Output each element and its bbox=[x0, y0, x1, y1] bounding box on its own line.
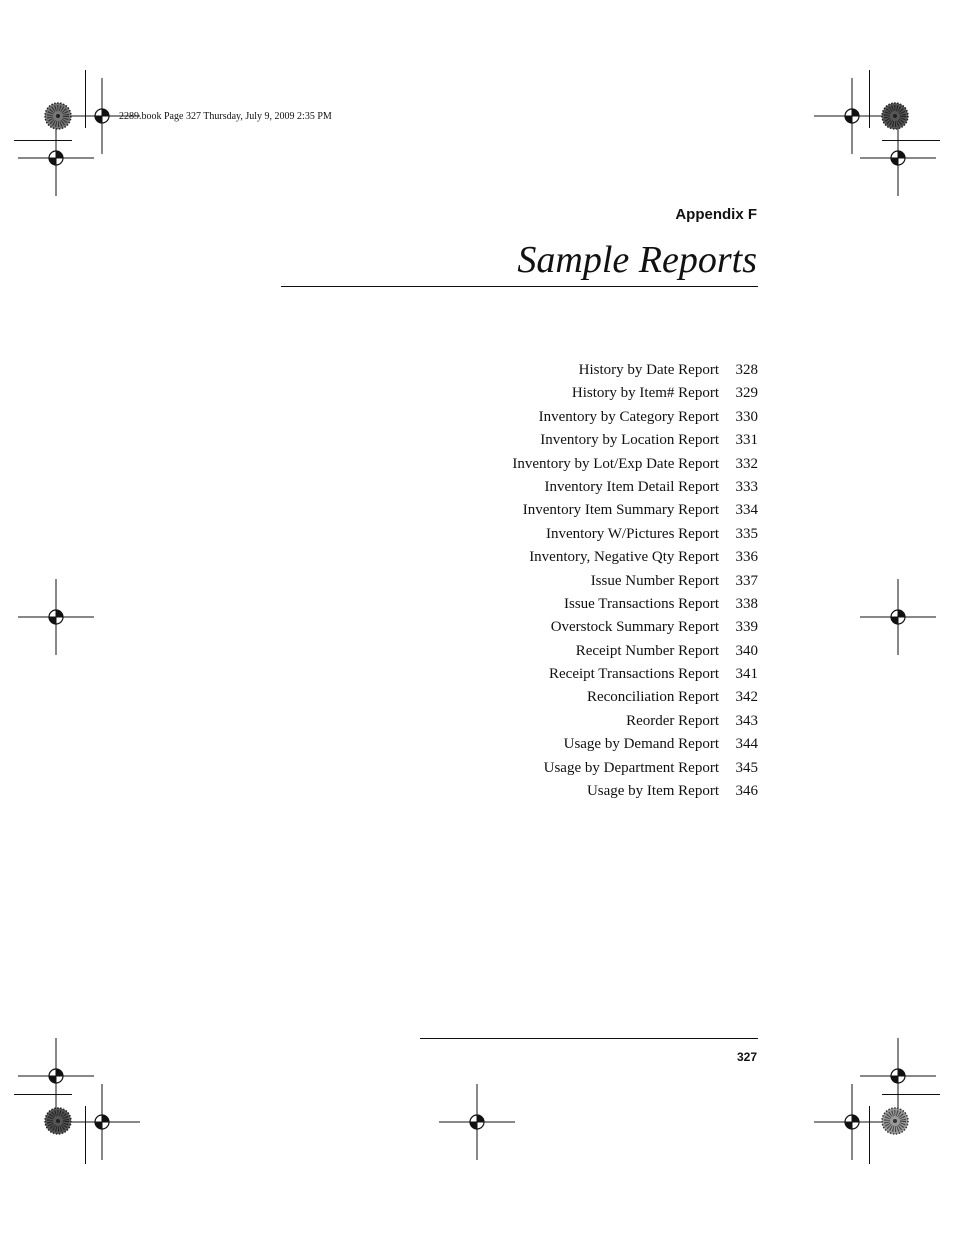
toc-entry-page: 343 bbox=[735, 712, 758, 729]
toc-entry[interactable] bbox=[238, 733, 758, 756]
toc-entry-title: Usage by Department Report bbox=[543, 759, 719, 776]
toc-entry-page: 331 bbox=[735, 432, 758, 449]
toc-entry-title: Overstock Summary Report bbox=[550, 619, 719, 636]
registration-mark-icon bbox=[18, 579, 94, 655]
toc-entry-title: Inventory by Location Report bbox=[540, 432, 719, 449]
registration-mark-icon bbox=[814, 1084, 890, 1160]
toc-entry-page: 339 bbox=[735, 619, 758, 636]
toc-entry-title: Reorder Report bbox=[626, 712, 719, 729]
toc-entry[interactable] bbox=[238, 710, 758, 733]
toc-entry-page: 341 bbox=[735, 666, 758, 683]
toc-entry-page: 346 bbox=[735, 783, 758, 800]
toc-entry-title: Inventory by Lot/Exp Date Report bbox=[512, 455, 719, 472]
color-bar-wheel-icon bbox=[881, 102, 909, 130]
toc-entry[interactable] bbox=[238, 593, 758, 616]
registration-mark-icon bbox=[18, 120, 94, 196]
footer-rule bbox=[420, 1038, 758, 1039]
toc-entry-title: Inventory Item Summary Report bbox=[522, 502, 719, 519]
toc-entry-title: Issue Transactions Report bbox=[564, 595, 719, 612]
toc-entry[interactable] bbox=[238, 616, 758, 639]
color-bar-wheel-icon bbox=[44, 1107, 72, 1135]
toc-entry[interactable] bbox=[238, 523, 758, 546]
chapter-toc bbox=[238, 359, 758, 803]
toc-entry-page: 336 bbox=[735, 549, 758, 566]
toc-entry[interactable] bbox=[238, 499, 758, 522]
toc-entry[interactable] bbox=[238, 570, 758, 593]
toc-entry[interactable] bbox=[238, 780, 758, 803]
toc-entry-page: 332 bbox=[735, 455, 758, 472]
toc-entry-page: 340 bbox=[735, 642, 758, 659]
registration-mark-icon bbox=[439, 1084, 515, 1160]
toc-entry[interactable] bbox=[238, 453, 758, 476]
chapter-title: Sample Reports bbox=[517, 239, 757, 281]
toc-entry-page: 329 bbox=[735, 385, 758, 402]
color-bar-wheel-icon bbox=[881, 1107, 909, 1135]
toc-entry-page: 338 bbox=[735, 595, 758, 612]
toc-entry-title: Reconciliation Report bbox=[586, 689, 719, 706]
toc-entry-page: 334 bbox=[735, 502, 758, 519]
title-rule bbox=[281, 286, 758, 287]
toc-entry-title: Receipt Transactions Report bbox=[549, 666, 719, 683]
toc-entry-title: Usage by Demand Report bbox=[563, 736, 719, 753]
registration-mark-icon bbox=[64, 1084, 140, 1160]
toc-entry-title: Inventory Item Detail Report bbox=[544, 478, 719, 495]
toc-entry-title: Inventory by Category Report bbox=[538, 408, 719, 425]
print-slug: 2289.book Page 327 Thursday, July 9, 2009 2:35 PM bbox=[119, 111, 332, 122]
toc-entry-page: 345 bbox=[735, 759, 758, 776]
appendix-label: Appendix F bbox=[675, 206, 757, 223]
toc-entry-page: 337 bbox=[735, 572, 758, 589]
toc-entry[interactable] bbox=[238, 359, 758, 382]
toc-entry-page: 328 bbox=[735, 362, 758, 378]
toc-entry[interactable] bbox=[238, 757, 758, 780]
toc-entry[interactable] bbox=[238, 406, 758, 429]
toc-entry-title: Inventory, Negative Qty Report bbox=[529, 549, 719, 566]
toc-entry-title: History by Item# Report bbox=[571, 385, 719, 402]
toc-entry-page: 330 bbox=[735, 408, 758, 425]
toc-entry[interactable] bbox=[238, 382, 758, 405]
toc-entry[interactable] bbox=[238, 663, 758, 686]
toc-entry-title: Inventory W/Pictures Report bbox=[545, 525, 719, 542]
toc-entry-page: 342 bbox=[735, 689, 758, 706]
toc-entry[interactable] bbox=[238, 476, 758, 499]
toc-entry[interactable] bbox=[238, 429, 758, 452]
toc-entry-page: 335 bbox=[735, 525, 758, 542]
toc-entry-title: History by Date Report bbox=[578, 362, 719, 378]
toc-entry-title: Receipt Number Report bbox=[575, 642, 719, 659]
toc-entry-page: 344 bbox=[735, 736, 758, 753]
toc-entry-page: 333 bbox=[735, 478, 758, 495]
toc-entry[interactable] bbox=[238, 640, 758, 663]
toc-entry-title: Issue Number Report bbox=[590, 572, 719, 589]
registration-mark-icon bbox=[860, 579, 936, 655]
toc-entry-title: Usage by Item Report bbox=[586, 783, 719, 800]
toc-entry[interactable] bbox=[238, 686, 758, 709]
registration-mark-icon bbox=[860, 120, 936, 196]
toc-entry[interactable] bbox=[238, 546, 758, 569]
page-number: 327 bbox=[736, 1050, 757, 1064]
color-bar-wheel-icon bbox=[44, 102, 72, 130]
